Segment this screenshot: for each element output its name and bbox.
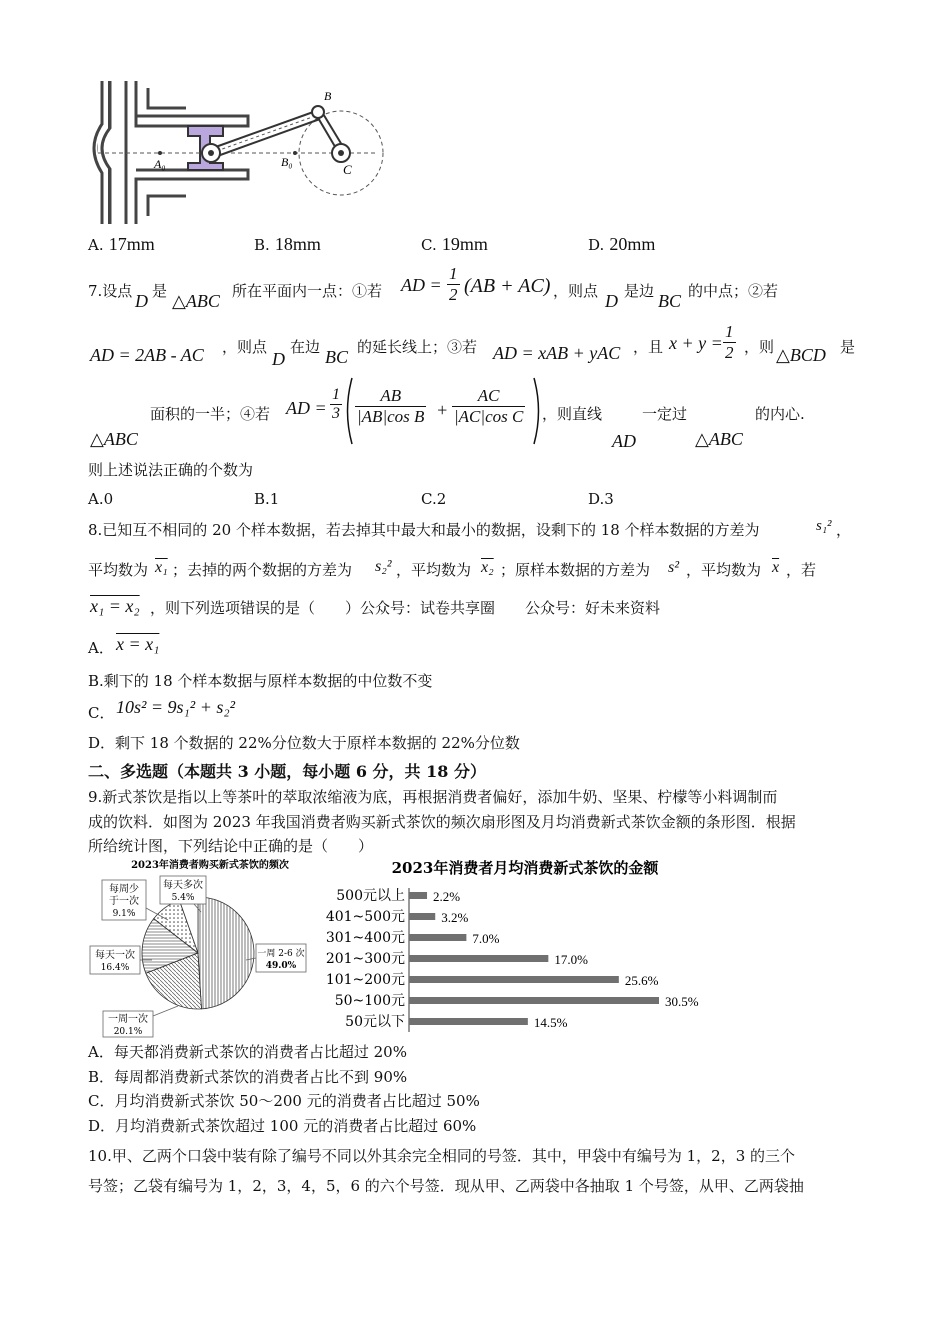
- q8-line2d: ；原样本数据的方差为: [500, 561, 651, 579]
- q9-line1: 9.新式茶饮是指以上等茶叶的萃取浓缩液为底，再根据消费者偏好，添加牛奶、坚果、柠檬等小料调制而: [88, 788, 778, 806]
- symbol-s1-squared: s₁²: [816, 518, 832, 534]
- side-bc: BC: [325, 347, 349, 367]
- pie-label-3a: 每周少: [109, 884, 139, 895]
- q6-option-b: [254, 234, 321, 255]
- fraction-half: [447, 264, 460, 305]
- q6-option-c: [421, 234, 488, 255]
- symbol-x2-bar: x₂: [481, 559, 494, 576]
- formula-x1-eq-x2: x₁ = x₂: [90, 596, 140, 616]
- q9-option-b: B．每周都消费新式茶饮的消费者占比不到 90%: [88, 1068, 408, 1086]
- fraction-numerator: 1: [332, 386, 340, 403]
- bar-value-label: 7.0%: [472, 931, 500, 946]
- symbol-x1-bar: x₁: [155, 559, 168, 576]
- bar-category-label: 101~200元: [325, 972, 405, 988]
- fraction-numerator: AC: [452, 386, 525, 407]
- q8-option-c: 10s² = 9s₁² + s₂²: [116, 697, 236, 717]
- left-paren-icon: [342, 376, 354, 446]
- q9-option-d: D．月均消费新式茶饮超过 100 元的消费者占比超过 60%: [88, 1117, 477, 1135]
- bar-category-label: 50~100元: [334, 993, 405, 1009]
- fraction-ac-over-cosc: [452, 386, 525, 427]
- option-letter: A.: [88, 236, 104, 254]
- symbol-s-squared: s²: [668, 559, 680, 576]
- label-c: C: [343, 162, 352, 177]
- bar-2: [409, 934, 466, 941]
- pie-chart: [88, 856, 328, 1038]
- bar-value-label: 2.2%: [433, 889, 461, 904]
- point-d: D: [605, 291, 618, 311]
- q8-line2a: 平均数为: [88, 561, 149, 579]
- text-then: ，则: [744, 338, 775, 356]
- bar-1: [409, 913, 435, 920]
- q8-line2c: ，平均数为: [396, 561, 472, 579]
- text-must-pass: 一定过: [642, 405, 688, 423]
- fraction-numerator: 1: [449, 264, 458, 283]
- text-is-side: 是边: [624, 282, 655, 300]
- text-is: 是: [152, 282, 168, 300]
- option-letter: C.: [421, 236, 437, 254]
- triangle-abc: △ABC: [172, 291, 220, 311]
- text-comma: ，: [836, 521, 852, 539]
- q7-question: 则上述说法正确的个数为: [88, 461, 254, 479]
- point-d: D: [135, 291, 148, 311]
- label-b0: B₀: [281, 155, 293, 169]
- side-bc: BC: [658, 291, 682, 311]
- q8-line2b: ；去掉的两个数据的方差为: [172, 561, 353, 579]
- pie-label-0: 一周 2-6 次: [257, 949, 305, 959]
- bar-category-label: 500元以上: [336, 888, 405, 904]
- q6-option-a: [88, 234, 155, 255]
- q9-option-a: A．每天都消费新式茶饮的消费者占比超过 20%: [88, 1043, 407, 1061]
- formula-ad-xab-yac: AD = xAB + yAC: [493, 343, 621, 363]
- q9-line2: 成的饮料．如图为 2023 年我国消费者购买新式茶饮的频次扇形图及月均消费新式茶饮金额的条形图．根据: [88, 813, 796, 831]
- q8-option-a-letter: A．: [88, 639, 114, 657]
- bar-title: 2023年消费者月均消费新式茶饮的金额: [391, 859, 659, 877]
- triangle-abc: △ABC: [90, 429, 138, 449]
- q8-line2f: ，若: [786, 561, 817, 579]
- bar-value-label: 30.5%: [665, 994, 699, 1009]
- fraction-denominator: 3: [332, 405, 340, 422]
- text-area-half: 面积的一半；④若: [150, 405, 271, 423]
- bar-6: [409, 1018, 528, 1025]
- text-line: ，则直线: [542, 405, 603, 423]
- triangle-bcd: △BCD: [776, 345, 826, 365]
- pie-label-1: 一周一次: [108, 1014, 148, 1025]
- q8-option-a: x = x₁: [116, 634, 160, 654]
- text-then-point: ，则点: [553, 282, 599, 300]
- formula-ad-eq: AD =: [286, 398, 327, 418]
- fraction-ab-over-cosb: [355, 386, 426, 427]
- line-ad: AD: [612, 431, 636, 451]
- formula-ab-plus-ac: (AB + AC): [464, 275, 551, 297]
- q9-option-c: C．月均消费新式茶饮 50～200 元的消费者占比超过 50%: [88, 1092, 480, 1110]
- pie-title: 2023年消费者购买新式茶饮的频次: [131, 860, 289, 871]
- q8-option-b: B.剩下的 18 个样本数据与原样本数据的中位数不变: [88, 672, 433, 690]
- bar-value-label: 25.6%: [624, 973, 659, 988]
- piston-figure: [88, 76, 388, 226]
- bar-value-label: 14.5%: [533, 1015, 568, 1030]
- option-letter: D.: [588, 236, 605, 254]
- q7-option-b: B.1: [254, 490, 280, 508]
- fraction-denominator: 2: [449, 285, 458, 304]
- option-value: 20mm: [609, 234, 656, 254]
- q7-option-c: C.2: [421, 490, 447, 508]
- bar-chart: [325, 856, 725, 1036]
- q7-option-d: D.3: [588, 490, 614, 508]
- bar-category-label: 401~500元: [325, 909, 405, 925]
- q10-line1: 10.甲、乙两个口袋中装有除了编号不同以外其余完全相同的号签．其中，甲袋中有编号为 1，2，3 的三个: [88, 1147, 796, 1165]
- formula-x-plus-y: x + y =: [669, 333, 723, 353]
- pie-label-3b: 于一次: [109, 896, 139, 907]
- bar-category-label: 201~300元: [325, 951, 405, 967]
- q8-option-c-letter: C．: [88, 704, 115, 722]
- q8-line3: ，则下列选项错误的是（ ）公众号：试卷共享圈 公众号：好未来资料: [150, 599, 661, 617]
- fraction-numerator: 1: [725, 322, 734, 341]
- bar-0: [409, 892, 427, 899]
- q9-line3: 所给统计图，下列结论中正确的是（ ）: [88, 837, 374, 855]
- triangle-abc: △ABC: [695, 429, 743, 449]
- symbol-x-bar: $\overline{x}$: [772, 559, 780, 576]
- option-value: 18mm: [274, 234, 321, 254]
- text-midpoint: 的中点；②若: [688, 282, 779, 300]
- pie-value-4: 5.4%: [171, 893, 195, 903]
- fraction-denominator: |AC|cos C: [454, 407, 524, 426]
- bar-3: [409, 955, 548, 962]
- text-is: 是: [840, 338, 856, 356]
- label-b: B: [324, 89, 332, 103]
- pie-label-2: 每天一次: [95, 950, 135, 961]
- pie-value-2: 16.4%: [100, 963, 130, 973]
- q8-line1: 8.已知互不相同的 20 个样本数据，若去掉其中最大和最小的数据，设剩下的 18 个样本数据的方差为: [88, 521, 760, 539]
- q7-line1-mid: 所在平面内一点：①若: [232, 282, 383, 300]
- point-d: D: [272, 349, 285, 369]
- label-a0: A₀: [154, 157, 166, 171]
- q7-line1-prefix: 7.设点: [88, 282, 133, 300]
- q6-option-d: [588, 234, 655, 255]
- pie-label-4: 每天多次: [163, 880, 203, 891]
- option-value: 19mm: [441, 234, 488, 254]
- fraction-numerator: AB: [355, 386, 426, 407]
- text-on-side: 在边: [290, 338, 321, 356]
- formula-ad-2ab-ac: AD = 2AB - AC: [90, 345, 204, 365]
- fraction-denominator: |AB|cos B: [357, 407, 425, 426]
- q7-option-a: A.0: [88, 490, 114, 508]
- symbol-s2-squared: s₂²: [375, 558, 392, 575]
- section-heading: 二、多选题（本题共 3 小题，每小题 6 分，共 18 分）: [88, 762, 486, 781]
- q10-line2: 号签；乙袋有编号为 1，2，3，4，5，6 的六个号签．现从甲、乙两袋中各抽取 1 个号签，从甲、乙两袋抽: [88, 1177, 804, 1195]
- text-extension: 的延长线上；③若: [357, 338, 478, 356]
- formula-ad-eq: AD =: [401, 275, 442, 295]
- plus-sign: +: [436, 400, 449, 420]
- fraction-third: [330, 386, 342, 423]
- bar-5: [409, 997, 659, 1004]
- pie-value-3: 9.1%: [112, 909, 136, 919]
- text-then-point: ，则点: [222, 338, 268, 356]
- option-letter: B.: [254, 236, 270, 254]
- bar-category-label: 301~400元: [325, 930, 405, 946]
- pie-slice-0: [198, 897, 254, 1009]
- bar-4: [409, 976, 619, 983]
- q8-option-d: D．剩下 18 个数据的 22%分位数大于原样本数据的 22%分位数: [88, 734, 520, 752]
- q8-line2e: ，平均数为: [686, 561, 762, 579]
- bar-value-label: 3.2%: [441, 910, 469, 925]
- fraction-half: [723, 322, 736, 363]
- fraction-denominator: 2: [725, 343, 734, 362]
- pie-value-1: 20.1%: [113, 1027, 143, 1037]
- text-and: ，且: [633, 338, 664, 356]
- text-incenter: 的内心.: [755, 405, 805, 423]
- bar-category-label: 50元以下: [345, 1014, 405, 1030]
- pie-value-0: 49.0%: [265, 961, 297, 971]
- bar-value-label: 17.0%: [554, 952, 588, 967]
- option-value: 17mm: [108, 234, 155, 254]
